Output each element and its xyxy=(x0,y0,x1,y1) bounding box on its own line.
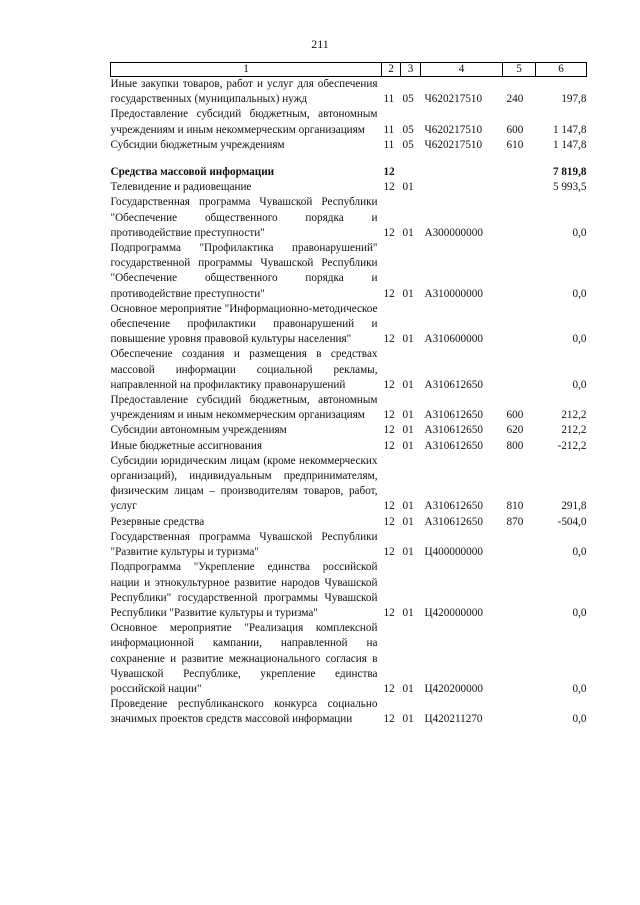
row-subsection: 01 xyxy=(402,546,414,559)
row-expense-type xyxy=(503,530,536,560)
row-amount: 0,0 xyxy=(572,333,587,346)
table-row xyxy=(111,454,587,515)
table-row xyxy=(111,195,587,241)
row-amount: 1 147,8 xyxy=(552,123,587,136)
row-target-code: А310612650 xyxy=(424,378,483,391)
row-amount: 0,0 xyxy=(572,713,587,726)
row-target-code: А310612650 xyxy=(424,424,483,437)
row-target-code: Ц400000000 xyxy=(424,546,483,559)
row-amount: 0,0 xyxy=(572,606,587,619)
row-subsection: 01 xyxy=(402,439,414,452)
row-name: Предоставление субсидий бюджетным, автономным учреждениям и иным некоммерческим организациям xyxy=(110,394,378,422)
row-expense-type xyxy=(503,241,536,302)
table-row xyxy=(111,347,587,393)
row-section: 12 xyxy=(383,166,395,179)
row-section: 12 xyxy=(383,713,395,726)
row-subsection: 05 xyxy=(402,93,414,106)
row-name: Субсидии юридическим лицам (кроме некоммерческих организаций), индивидуальным предпринимателям, физическим лицам – производителям товаров, работ, услуг xyxy=(110,454,378,513)
row-expense-type xyxy=(503,621,536,697)
row-section: 12 xyxy=(383,515,395,528)
row-name: Субсидии автономным учреждениям xyxy=(110,424,287,437)
row-subsection: 05 xyxy=(402,138,414,151)
row-section: 12 xyxy=(383,439,395,452)
table-row xyxy=(111,77,587,108)
row-amount: 197,8 xyxy=(561,93,587,106)
row-target-code: А310612650 xyxy=(424,500,483,513)
row-name: Резервные средства xyxy=(110,515,205,528)
row-subsection: 05 xyxy=(402,123,414,136)
row-name: Телевидение и радиовещание xyxy=(110,181,252,194)
table-row xyxy=(111,107,587,137)
row-name: Государственная программа Чувашской Республики "Развитие культуры и туризма" xyxy=(110,530,378,559)
row-subsection: 01 xyxy=(402,500,414,513)
row-amount: 1 147,8 xyxy=(552,138,587,151)
table-header-row xyxy=(111,63,587,77)
row-name: Подпрограмма "Укрепление единства российской нации и этнокультурное развитие народов Чувашской Республики" государственной программы Чувашской Республики "Развитие культуры и туризма" xyxy=(110,561,378,619)
row-name: Иные закупки товаров, работ и услуг для обеспечения государственных (муниципальных) нужд xyxy=(110,78,378,106)
row-expense-type xyxy=(503,195,536,241)
row-expense-type: 600 xyxy=(506,409,524,422)
row-subsection: 01 xyxy=(402,515,414,528)
table-row xyxy=(111,530,587,560)
row-section: 12 xyxy=(383,682,395,695)
row-amount: 7 819,8 xyxy=(552,166,587,179)
table-row xyxy=(111,393,587,423)
header-col-1: 1 xyxy=(111,63,382,77)
row-section: 12 xyxy=(383,409,395,422)
row-amount: 0,0 xyxy=(572,378,587,391)
table-row xyxy=(111,241,587,302)
row-name: Подпрограмма "Профилактика правонарушений" государственной программы Чувашской Республики "Обеспечение общественного порядка и противодействие преступности" xyxy=(110,242,378,300)
table-row xyxy=(111,621,587,697)
row-name: Иные бюджетные ассигнования xyxy=(110,439,262,452)
row-section: 12 xyxy=(383,226,395,239)
row-name: Средства массовой информации xyxy=(110,166,275,179)
row-target-code: А310612650 xyxy=(424,515,483,528)
row-expense-type: 240 xyxy=(506,93,524,106)
spacer-cell xyxy=(111,153,587,165)
row-amount: 291,8 xyxy=(561,500,587,513)
row-subsection: 01 xyxy=(402,181,414,194)
row-name: Обеспечение создания и размещения в средствах массовой информации социальной рекламы, направленной на профилактику правонарушений xyxy=(110,348,378,391)
row-subsection: 01 xyxy=(402,713,414,726)
table-row xyxy=(111,138,587,153)
header-col-6: 6 xyxy=(536,63,587,77)
table-row xyxy=(111,697,587,727)
row-subsection: 01 xyxy=(402,606,414,619)
row-target-code: А300000000 xyxy=(424,226,483,239)
row-expense-type xyxy=(503,165,536,180)
row-target-code: А310000000 xyxy=(424,287,483,300)
row-target-code: А310612650 xyxy=(424,439,483,452)
table-body xyxy=(111,77,587,728)
row-expense-type: 800 xyxy=(506,439,524,452)
row-amount: 0,0 xyxy=(572,546,587,559)
row-expense-type: 870 xyxy=(506,515,524,528)
row-target-code: Ч620217510 xyxy=(424,123,483,136)
budget-table xyxy=(110,62,587,728)
row-expense-type: 620 xyxy=(506,424,524,437)
row-subsection: 01 xyxy=(402,424,414,437)
row-target-code xyxy=(421,165,503,180)
table-row xyxy=(111,180,587,195)
row-name: Государственная программа Чувашской Республики "Обеспечение общественного порядка и противодействие преступности" xyxy=(110,196,378,239)
row-section: 12 xyxy=(383,287,395,300)
row-subsection: 01 xyxy=(402,333,414,346)
row-amount: -212,2 xyxy=(557,439,587,452)
row-section: 12 xyxy=(383,546,395,559)
row-expense-type xyxy=(503,347,536,393)
page-number: 211 xyxy=(311,37,329,51)
header-col-5: 5 xyxy=(503,63,536,77)
row-amount: 212,2 xyxy=(561,409,587,422)
row-target-code: А310612650 xyxy=(424,409,483,422)
header-col-4: 4 xyxy=(421,63,503,77)
row-name: Основное мероприятие "Информационно-методическое обеспечение профилактики правонарушений и повышение уровня правовой культуры населения" xyxy=(110,302,378,346)
row-target-code: А310600000 xyxy=(424,333,483,346)
row-section: 12 xyxy=(383,606,395,619)
row-target-code: Ц420200000 xyxy=(424,682,483,695)
row-subsection xyxy=(401,165,421,180)
row-expense-type: 610 xyxy=(506,138,524,151)
table-row xyxy=(111,165,587,180)
row-subsection: 01 xyxy=(402,378,414,391)
row-expense-type xyxy=(503,180,536,195)
spacer-row xyxy=(111,153,587,165)
header-col-2: 2 xyxy=(382,63,401,77)
row-expense-type xyxy=(503,697,536,727)
row-name: Предоставление субсидий бюджетным, автономным учреждениям и иным некоммерческим организациям xyxy=(110,108,378,136)
row-name: Проведение республиканского конкурса социально значимых проектов средств массовой информации xyxy=(110,698,378,726)
row-expense-type xyxy=(503,302,536,348)
row-section: 12 xyxy=(383,181,395,194)
row-subsection: 01 xyxy=(402,409,414,422)
row-expense-type xyxy=(503,560,536,621)
row-amount: 0,0 xyxy=(572,287,587,300)
row-amount: 0,0 xyxy=(572,682,587,695)
row-expense-type: 810 xyxy=(506,500,524,513)
row-target-code: Ч620217510 xyxy=(424,138,483,151)
row-amount: 212,2 xyxy=(561,424,587,437)
row-expense-type: 600 xyxy=(506,123,524,136)
row-target-code: Ц420211270 xyxy=(424,713,483,726)
row-amount: 5 993,5 xyxy=(552,181,587,194)
row-target-code: Ч620217510 xyxy=(424,93,483,106)
row-section: 12 xyxy=(383,333,395,346)
row-target-code xyxy=(421,180,503,195)
row-section: 12 xyxy=(383,378,395,391)
row-name: Субсидии бюджетным учреждениям xyxy=(110,138,285,151)
table-row xyxy=(111,439,587,454)
row-subsection: 01 xyxy=(402,682,414,695)
row-section: 11 xyxy=(383,123,395,136)
table-row xyxy=(111,423,587,438)
row-section: 11 xyxy=(383,138,395,151)
table-row xyxy=(111,560,587,621)
row-amount: 0,0 xyxy=(572,226,587,239)
table-row xyxy=(111,515,587,530)
table-row xyxy=(111,302,587,348)
row-target-code: Ц420000000 xyxy=(424,606,483,619)
row-section: 11 xyxy=(383,93,395,106)
row-section: 12 xyxy=(383,424,395,437)
row-subsection: 01 xyxy=(402,226,414,239)
row-section: 12 xyxy=(383,500,395,513)
row-name: Основное мероприятие "Реализация комплексной информационной кампании, направленной на сохранение и развитие межнационального согласия в Чувашской Республике, укрепление единства российской нации" xyxy=(110,622,378,695)
row-amount: -504,0 xyxy=(557,515,587,528)
header-col-3: 3 xyxy=(401,63,421,77)
row-subsection: 01 xyxy=(402,287,414,300)
